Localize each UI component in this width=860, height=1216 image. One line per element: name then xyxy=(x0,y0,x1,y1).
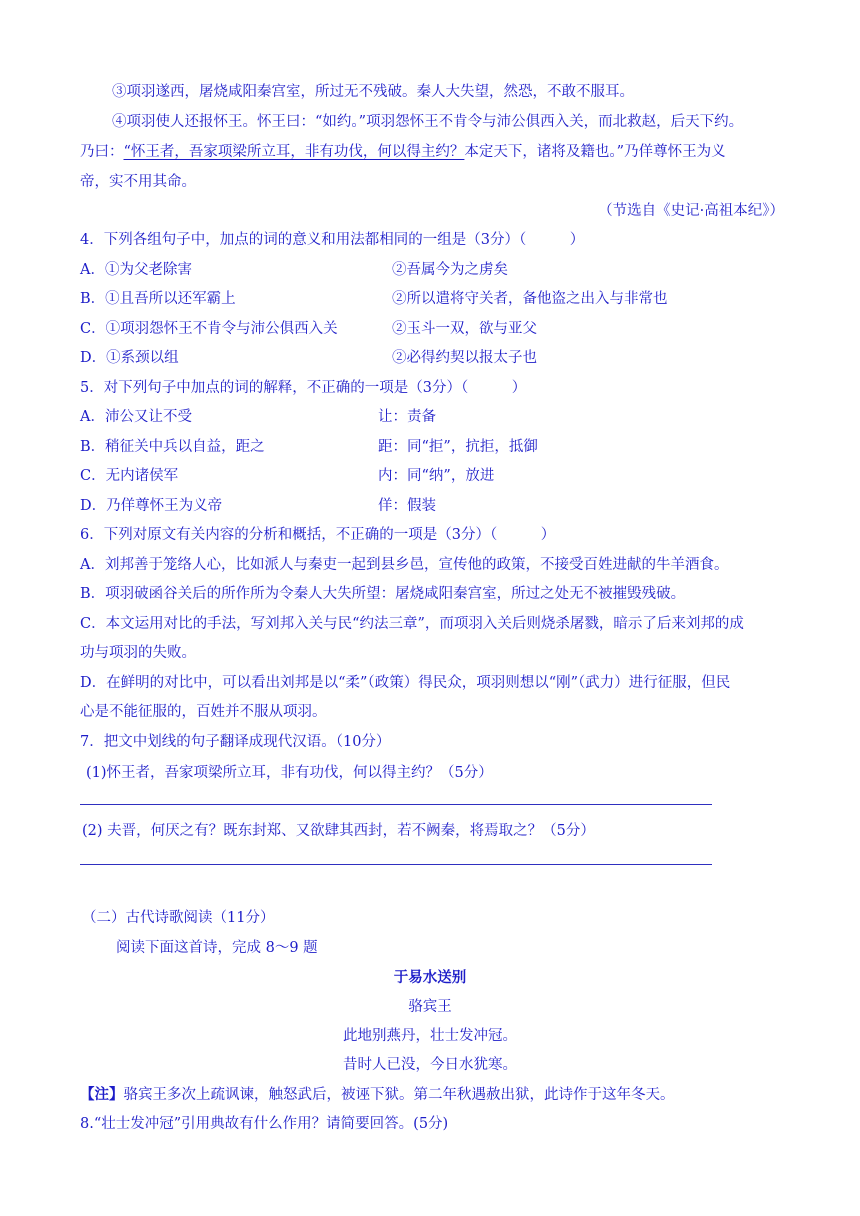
q5-option-b-left: B．稍征关中兵以自益，距之 xyxy=(80,439,265,455)
q7-stem: 7．把文中划线的句子翻译成现代汉语。（10分） xyxy=(80,734,391,750)
q6-option-d-line-1: D．在鲜明的对比中，可以看出刘邦是以“柔”（政策）得民众，项羽则想以“刚”（武力）进行征服，但民 xyxy=(80,675,731,691)
q5-option-b-right: 距：同“拒”，抗拒，抵御 xyxy=(378,439,538,455)
q4-option-b-right: ②所以遣将守关者，备他盗之出入与非常也 xyxy=(392,291,668,307)
q4-option-b-left: B．①且吾所以还军霸上 xyxy=(80,291,236,307)
passage-source: （节选自《史记·高祖本纪》） xyxy=(598,203,784,219)
q4-option-c-right: ②玉斗一双，欲与亚父 xyxy=(392,321,537,337)
passage-prefix: 乃曰： xyxy=(80,144,124,160)
answer-line-2[interactable] xyxy=(80,864,712,865)
q4-option-a-left: A．①为父老除害 xyxy=(80,262,192,278)
poem-title: 于易水送别 xyxy=(393,970,467,986)
passage-paragraph-4-line-1: ④项羽使人还报怀王。怀王曰：“如约。”项羽怨怀王不肯令与沛公俱西入关，而北救赵，后天下约。 xyxy=(112,114,744,130)
answer-line-1[interactable] xyxy=(80,804,712,805)
passage-paragraph-4-line-2 xyxy=(80,142,726,162)
q4-stem: 4．下列各组句子中，加点的词的意义和用法都相同的一组是（3分）（ ） xyxy=(80,232,585,248)
q5-option-c-left: C．无内诸侯军 xyxy=(80,468,179,484)
passage-suffix: 本定天下，诸将及籍也。”乃佯尊怀王为义 xyxy=(464,144,726,160)
q4-option-d-right: ②必得约契以报太子也 xyxy=(392,350,537,366)
q6-stem: 6．下列对原文有关内容的分析和概括，不正确的一项是（3分）（ ） xyxy=(80,527,556,543)
note-text: 骆宾王多次上疏讽谏，触怒武后，被诬下狱。第二年秋遇赦出狱，此诗作于这年冬天。 xyxy=(123,1087,675,1103)
q4-option-c-left: C．①项羽怨怀王不肯令与沛公俱西入关 xyxy=(80,321,338,337)
q4-option-a-right: ②吾属今为之虏矣 xyxy=(392,262,508,278)
q4-option-d-left: D．①系颈以组 xyxy=(80,350,179,366)
q6-option-c-line-1: C．本文运用对比的手法，写刘邦入关与民“约法三章”，而项羽入关后则烧杀屠戮，暗示了后来刘邦的成 xyxy=(80,616,744,632)
q6-option-d-line-2: 心是不能征服的，百姓并不服从项羽。 xyxy=(80,704,327,720)
q5-stem: 5．对下列句子中加点的词的解释，不正确的一项是（3分）（ ） xyxy=(80,380,527,396)
poetry-instruction: 阅读下面这首诗，完成 8～9 题 xyxy=(116,940,318,956)
q7-sentence-2: (2) 夫晋，何厌之有？既东封郑、又欲肆其西封，若不阙秦，将焉取之？（5分） xyxy=(82,823,595,839)
q6-option-c-line-2: 功与项羽的失败。 xyxy=(80,645,196,661)
q5-option-c-right: 内：同“纳”，放进 xyxy=(378,468,495,484)
q5-option-d-right: 佯：假装 xyxy=(378,498,436,514)
poem-line-2: 昔时人已没，今日水犹寒。 xyxy=(343,1057,517,1073)
q5-option-a-left: A．沛公又让不受 xyxy=(80,409,192,425)
q6-option-a: A．刘邦善于笼络人心，比如派人与秦吏一起到县乡邑，宣传他的政策，不接受百姓进献的牛羊酒食。 xyxy=(80,557,729,573)
passage-paragraph-4-line-3: 帝，实不用其命。 xyxy=(80,174,196,190)
q7-sentence-1: (1)怀王者，吾家项梁所立耳，非有功伐，何以得主约？（5分） xyxy=(86,765,493,781)
note-label: 【注】 xyxy=(80,1086,124,1103)
q5-option-a-right: 让：责备 xyxy=(378,409,436,425)
poem-note xyxy=(80,1085,675,1105)
poetry-section-heading: （二）古代诗歌阅读（11分） xyxy=(82,910,275,926)
q5-option-d-left: D．乃佯尊怀王为义帝 xyxy=(80,498,223,514)
poem-line-1: 此地别燕丹，壮士发冲冠。 xyxy=(343,1028,517,1044)
poem-author: 骆宾王 xyxy=(408,999,452,1015)
q6-option-b: B．项羽破函谷关后的所作所为令秦人大失所望：屠烧咸阳秦宫室，所过之处无不被摧毁残破。 xyxy=(80,586,686,602)
underlined-sentence: “怀王者，吾家项梁所立耳，非有功伐，何以得主约？ xyxy=(123,144,465,160)
passage-paragraph-3: ③项羽遂西，屠烧咸阳秦宫室，所过无不残破。秦人大失望，然恐，不敢不服耳。 xyxy=(112,84,634,100)
q8-stem: 8.“壮士发冲冠”引用典故有什么作用？请简要回答。(5分) xyxy=(80,1116,449,1132)
